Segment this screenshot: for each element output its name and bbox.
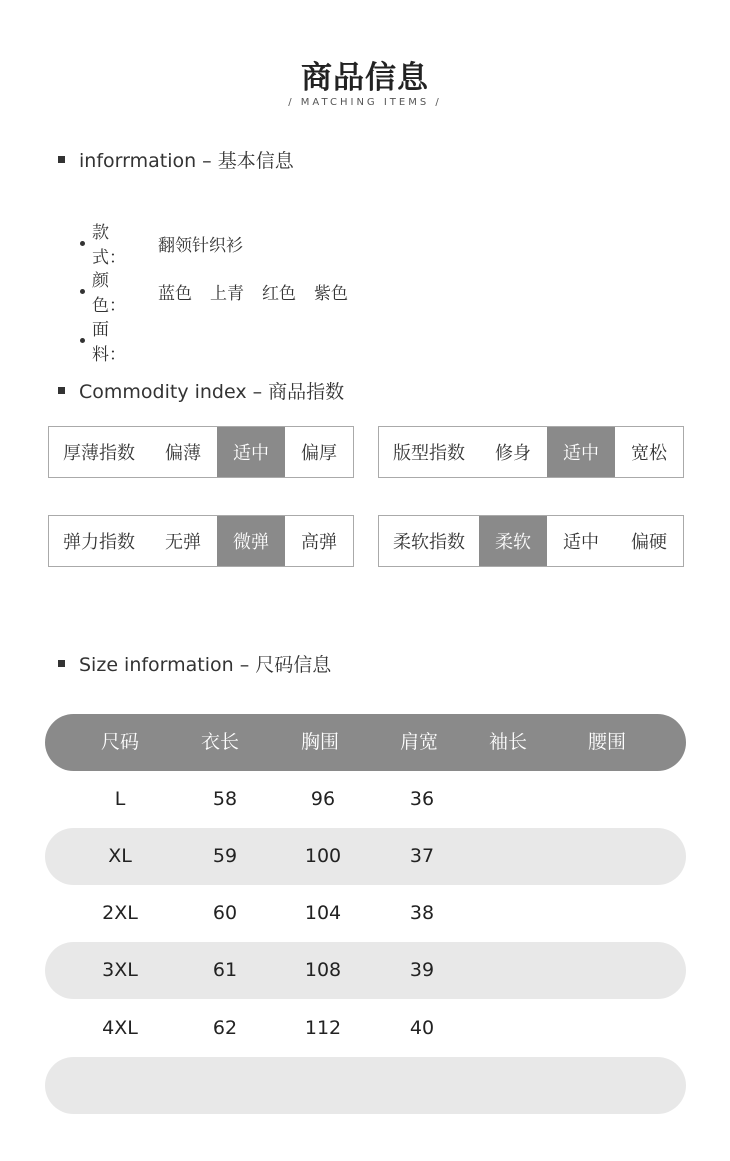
table-cell <box>468 828 548 885</box>
table-cell: 60 <box>212 902 238 924</box>
attr-fabric-label: 面 料： <box>92 320 126 365</box>
table-cell: 62 <box>212 1017 238 1039</box>
size-col-header: 衣长 <box>200 731 239 753</box>
size-col-header: 腰围 <box>587 731 626 753</box>
table-cell <box>468 1057 548 1114</box>
table-cell <box>567 1057 647 1114</box>
attr-style-label: 款 式： <box>92 223 126 268</box>
table-cell: 39 <box>409 959 435 981</box>
attr-fabric <box>80 315 158 365</box>
index-option: 偏薄 <box>165 443 201 464</box>
section-basic-info-heading: inforrmation – 基本信息 <box>79 150 294 172</box>
bullet-dot-icon <box>80 338 85 343</box>
bullet-square-icon <box>58 387 65 394</box>
bullet-square-icon <box>58 660 65 667</box>
index-option: 修身 <box>495 443 531 464</box>
table-cell <box>468 771 548 828</box>
color-option: 红色 <box>262 283 296 304</box>
table-cell <box>382 1057 462 1114</box>
table-cell: L <box>114 788 126 810</box>
color-option: 蓝色 <box>158 283 192 304</box>
size-col-header: 胸围 <box>300 731 339 753</box>
index-option: 偏厚 <box>301 443 337 464</box>
table-cell: 100 <box>304 845 342 867</box>
size-col-header: 尺码 <box>100 731 139 753</box>
index-name: 厚薄指数 <box>63 443 135 464</box>
table-cell <box>283 1057 363 1114</box>
section-commodity-index <box>58 377 344 404</box>
table-cell: 4XL <box>102 1017 138 1039</box>
index-fit <box>378 426 684 478</box>
index-option: 微弹 <box>217 516 285 566</box>
attr-color-label: 颜 色： <box>92 271 126 316</box>
attr-style <box>80 218 243 268</box>
table-cell: 58 <box>212 788 238 810</box>
index-option: 适中 <box>217 427 285 477</box>
section-commodity-heading: Commodity index – 商品指数 <box>79 381 345 403</box>
table-cell: 40 <box>409 1017 435 1039</box>
table-cell <box>567 771 647 828</box>
size-col-header: 袖长 <box>488 731 527 753</box>
table-cell <box>468 1000 548 1057</box>
index-option: 宽松 <box>631 443 667 464</box>
color-option: 上青 <box>210 283 244 304</box>
bullet-dot-icon <box>80 241 85 246</box>
attr-style-value: 翻领针织衫 <box>158 235 243 256</box>
table-cell: XL <box>108 845 132 867</box>
table-cell: 59 <box>212 845 238 867</box>
table-cell <box>468 885 548 942</box>
section-size-heading: Size information – 尺码信息 <box>79 654 332 676</box>
table-cell <box>468 942 548 999</box>
table-cell: 38 <box>409 902 435 924</box>
section-size-info <box>58 650 331 677</box>
size-col-header: 肩宽 <box>399 731 438 753</box>
index-option: 适中 <box>563 532 599 553</box>
index-option: 适中 <box>547 427 615 477</box>
section-basic-info <box>58 146 294 173</box>
index-softness <box>378 515 684 567</box>
index-option: 偏硬 <box>631 532 667 553</box>
attr-color <box>80 266 366 316</box>
table-cell <box>185 1057 265 1114</box>
table-cell: 112 <box>304 1017 342 1039</box>
table-cell: 3XL <box>102 959 138 981</box>
table-cell: 61 <box>212 959 238 981</box>
table-cell: 2XL <box>102 902 138 924</box>
table-cell <box>80 1057 160 1114</box>
index-name: 版型指数 <box>393 443 465 464</box>
table-cell: 37 <box>409 845 435 867</box>
page-title: 商品信息 <box>301 60 429 96</box>
table-cell <box>567 942 647 999</box>
bullet-dot-icon <box>80 289 85 294</box>
size-table-header <box>45 714 686 771</box>
index-option: 无弹 <box>165 532 201 553</box>
table-cell <box>567 828 647 885</box>
color-option: 紫色 <box>314 283 348 304</box>
index-option: 高弹 <box>301 532 337 553</box>
index-option: 柔软 <box>479 516 547 566</box>
table-cell: 96 <box>310 788 336 810</box>
table-cell: 104 <box>304 902 342 924</box>
table-cell: 108 <box>304 959 342 981</box>
page-subtitle: / MATCHING ITEMS / <box>288 97 442 108</box>
index-name: 柔软指数 <box>393 532 465 553</box>
index-elasticity <box>48 515 354 567</box>
index-thickness <box>48 426 354 478</box>
table-cell <box>567 885 647 942</box>
bullet-square-icon <box>58 156 65 163</box>
table-cell <box>567 1000 647 1057</box>
table-cell: 36 <box>409 788 435 810</box>
index-name: 弹力指数 <box>63 532 135 553</box>
